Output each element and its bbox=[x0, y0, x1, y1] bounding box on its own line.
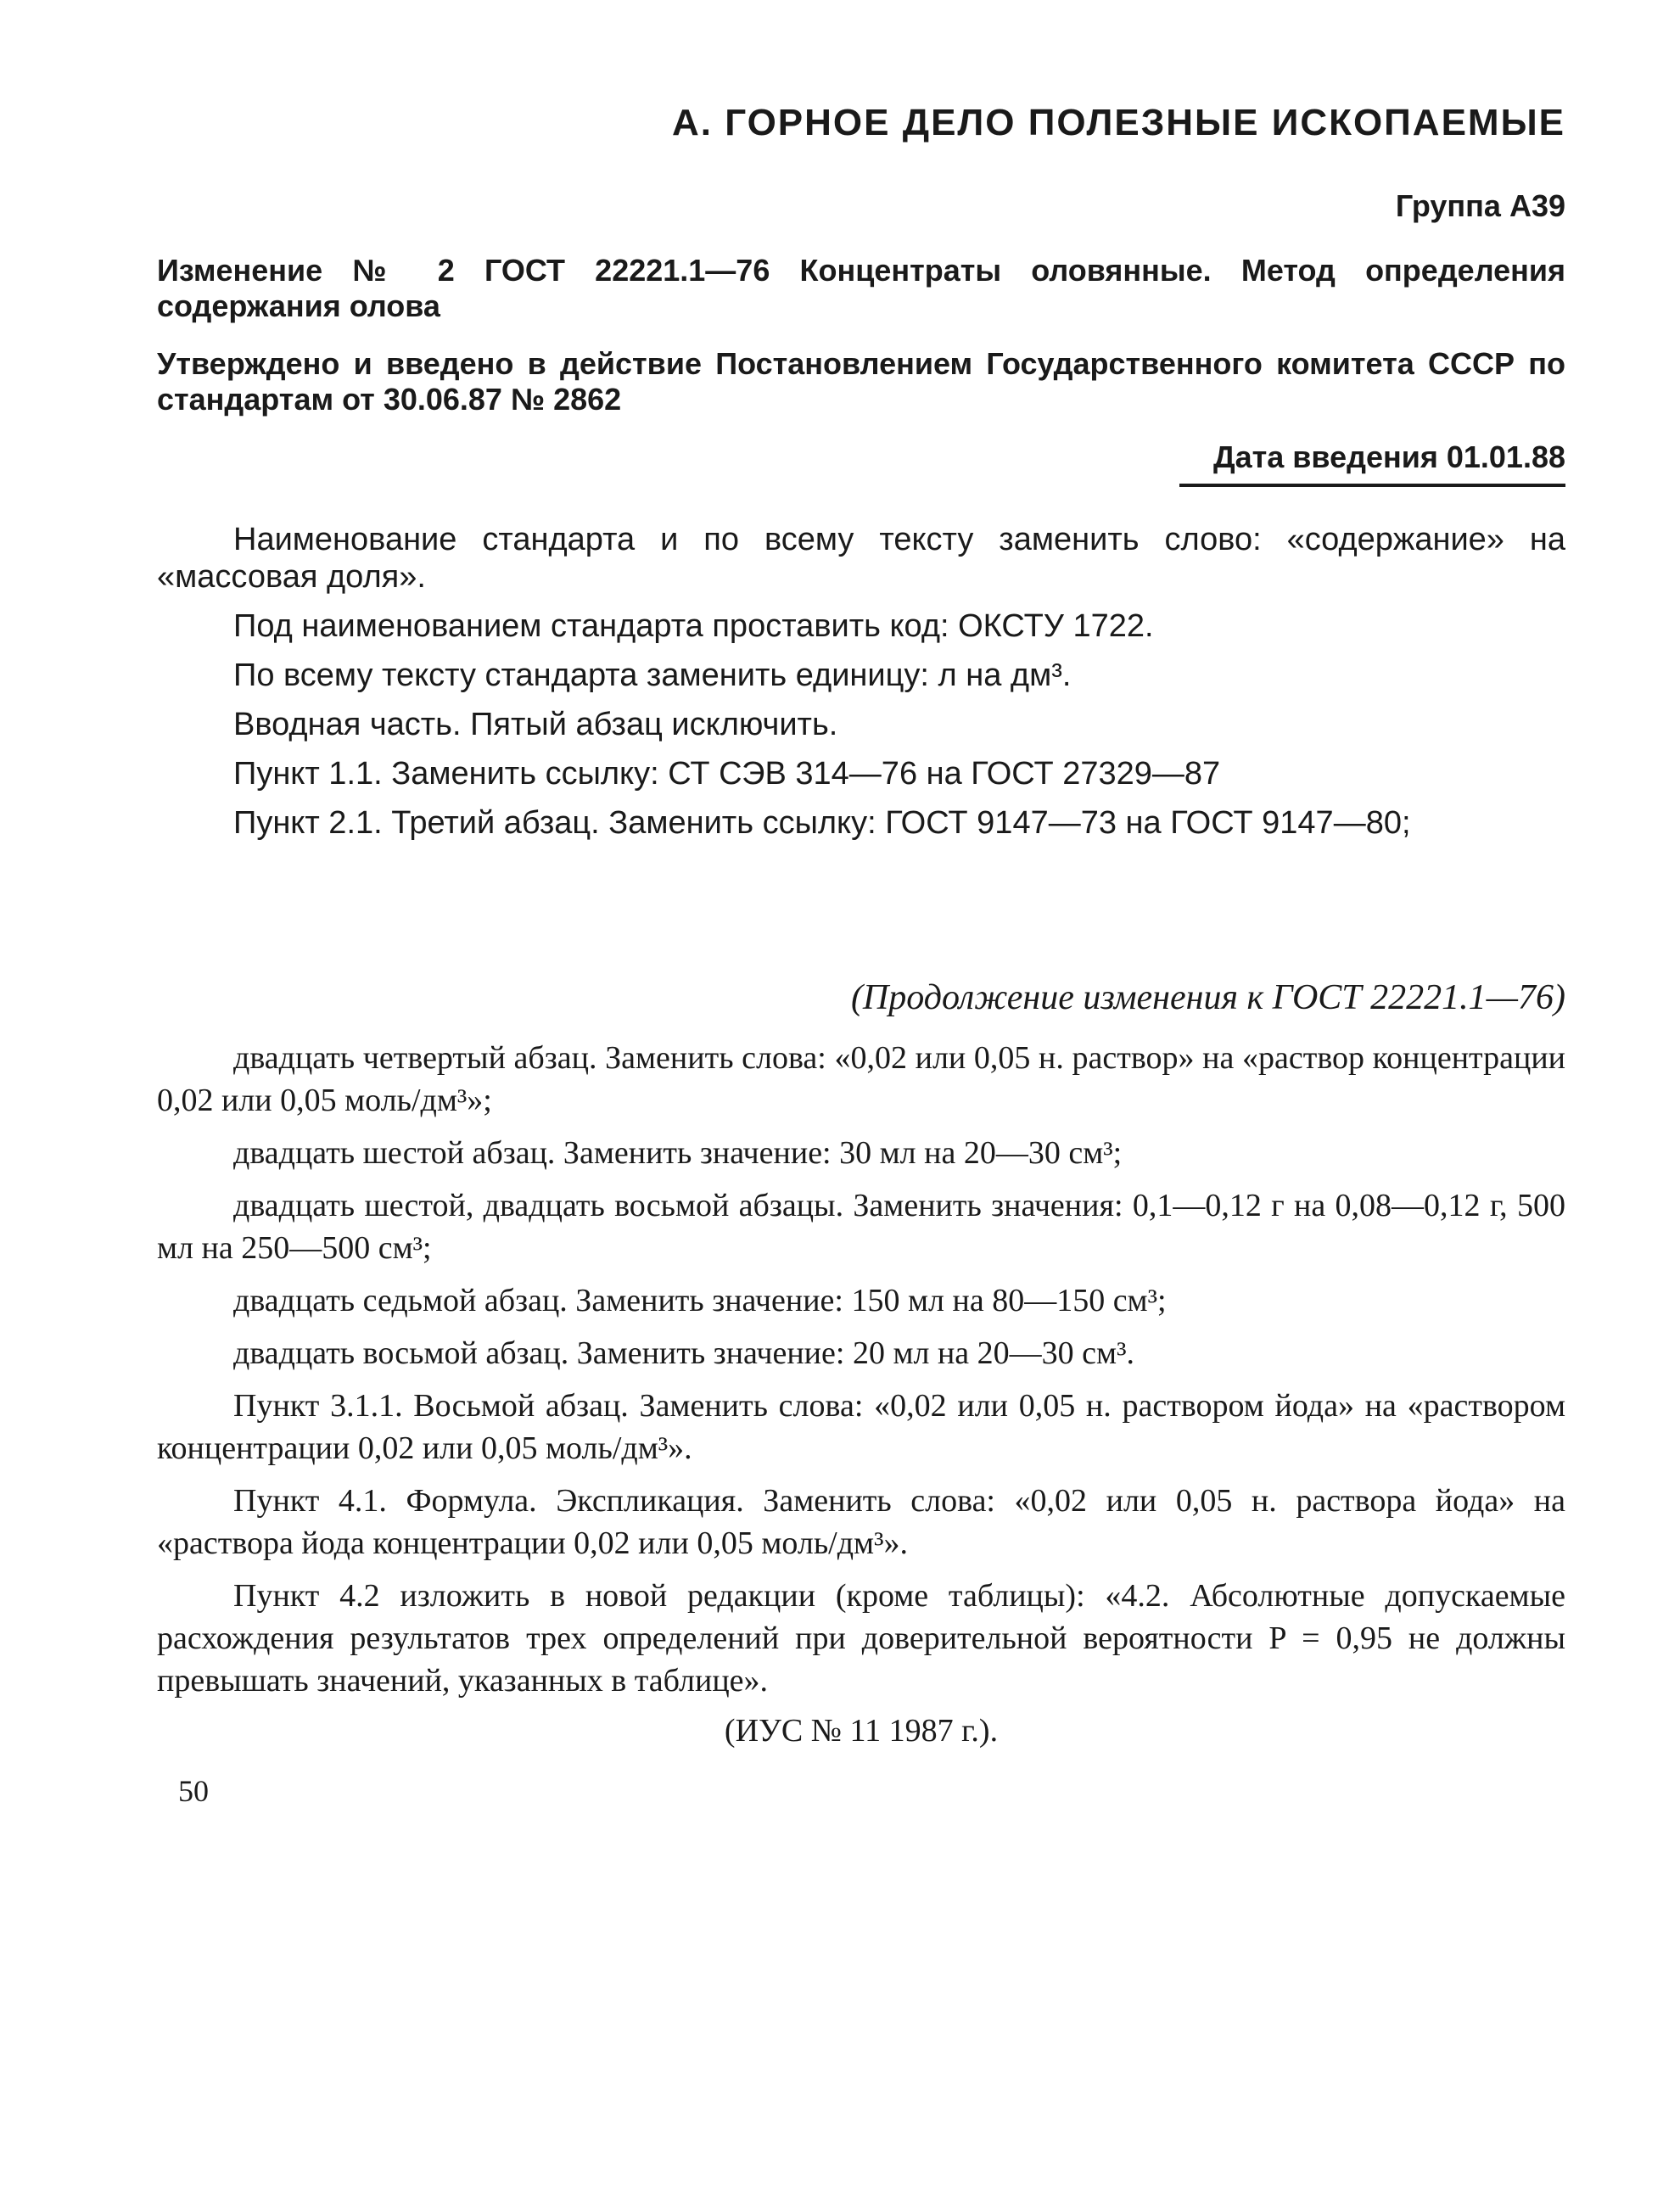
paragraph: двадцать шестой абзац. Заменить значение: 30 мл на 20—30 см³; bbox=[233, 1135, 1123, 1171]
change-items-part2 bbox=[157, 1037, 1565, 1702]
paragraph: Пункт 1.1. Заменить ссылку: СТ СЭВ 314—76 на ГОСТ 27329—87 bbox=[233, 756, 1221, 792]
section-title: А. ГОРНОЕ ДЕЛО ПОЛЕЗНЫЕ ИСКОПАЕМЫЕ bbox=[671, 102, 1565, 143]
paragraph: Пункт 3.1.1. Восьмой абзац. Заменить слова: «0,02 или 0,05 н. раствором йода» на «раствором концентрации 0,02 или 0,05 моль/дм³». bbox=[157, 1388, 1565, 1466]
date-block bbox=[157, 439, 1565, 487]
paragraph: Пункт 4.2 изложить в новой редакции (кроме таблицы): «4.2. Абсолютные допускаемые расхождения результатов трех определений при доверительной вероятности P = 0,95 не должны превышать значений, указанных в таблице». bbox=[157, 1578, 1565, 1699]
paragraph: двадцать четвертый абзац. Заменить слова: «0,02 или 0,05 н. раствор» на «раствор концентрации 0,02 или 0,05 моль/дм³»; bbox=[157, 1040, 1565, 1118]
group-label: Группа А39 bbox=[1395, 188, 1565, 223]
paragraph: Пункт 4.1. Формула. Экспликация. Заменить слова: «0,02 или 0,05 н. раствора йода» на «раствора йода концентрации 0,02 или 0,05 моль/дм³». bbox=[157, 1483, 1565, 1561]
approval-statement: Утверждено и введено в действие Постановлением Государственного комитета СССР по стандартам от 30.06.87 № 2862 bbox=[157, 346, 1565, 417]
paragraph: Пункт 2.1. Третий абзац. Заменить ссылку: ГОСТ 9147—73 на ГОСТ 9147—80; bbox=[233, 805, 1411, 841]
document-page bbox=[157, 102, 1565, 1749]
change-items-part1 bbox=[157, 521, 1565, 842]
publication-reference: (ИУС № 11 1987 г.). bbox=[724, 1713, 999, 1749]
page-number: 50 bbox=[178, 1774, 209, 1808]
paragraph: Под наименованием стандарта проставить код: ОКСТУ 1722. bbox=[233, 608, 1154, 644]
paragraph: По всему тексту стандарта заменить единицу: л на дм³. bbox=[233, 658, 1072, 693]
paragraph: Наименование стандарта и по всему тексту заменить слово: «содержание» на «массовая доля». bbox=[157, 522, 1565, 595]
continuation-header: (Продолжение изменения к ГОСТ 22221.1—76) bbox=[850, 978, 1565, 1017]
paragraph: двадцать шестой, двадцать восьмой абзацы. Заменить значения: 0,1—0,12 г на 0,08—0,12 г, 500 мл на 250—500 см³; bbox=[157, 1188, 1565, 1266]
paragraph: двадцать восьмой абзац. Заменить значение: 20 мл на 20—30 см³. bbox=[233, 1335, 1134, 1371]
effective-date: Дата введения 01.01.88 bbox=[1179, 439, 1565, 487]
change-title: Изменение № 2 ГОСТ 22221.1—76 Концентраты оловянные. Метод определения содержания олова bbox=[157, 253, 1565, 323]
paragraph: двадцать седьмой абзац. Заменить значение: 150 мл на 80—150 см³; bbox=[233, 1283, 1167, 1318]
paragraph: Вводная часть. Пятый абзац исключить. bbox=[233, 707, 838, 742]
